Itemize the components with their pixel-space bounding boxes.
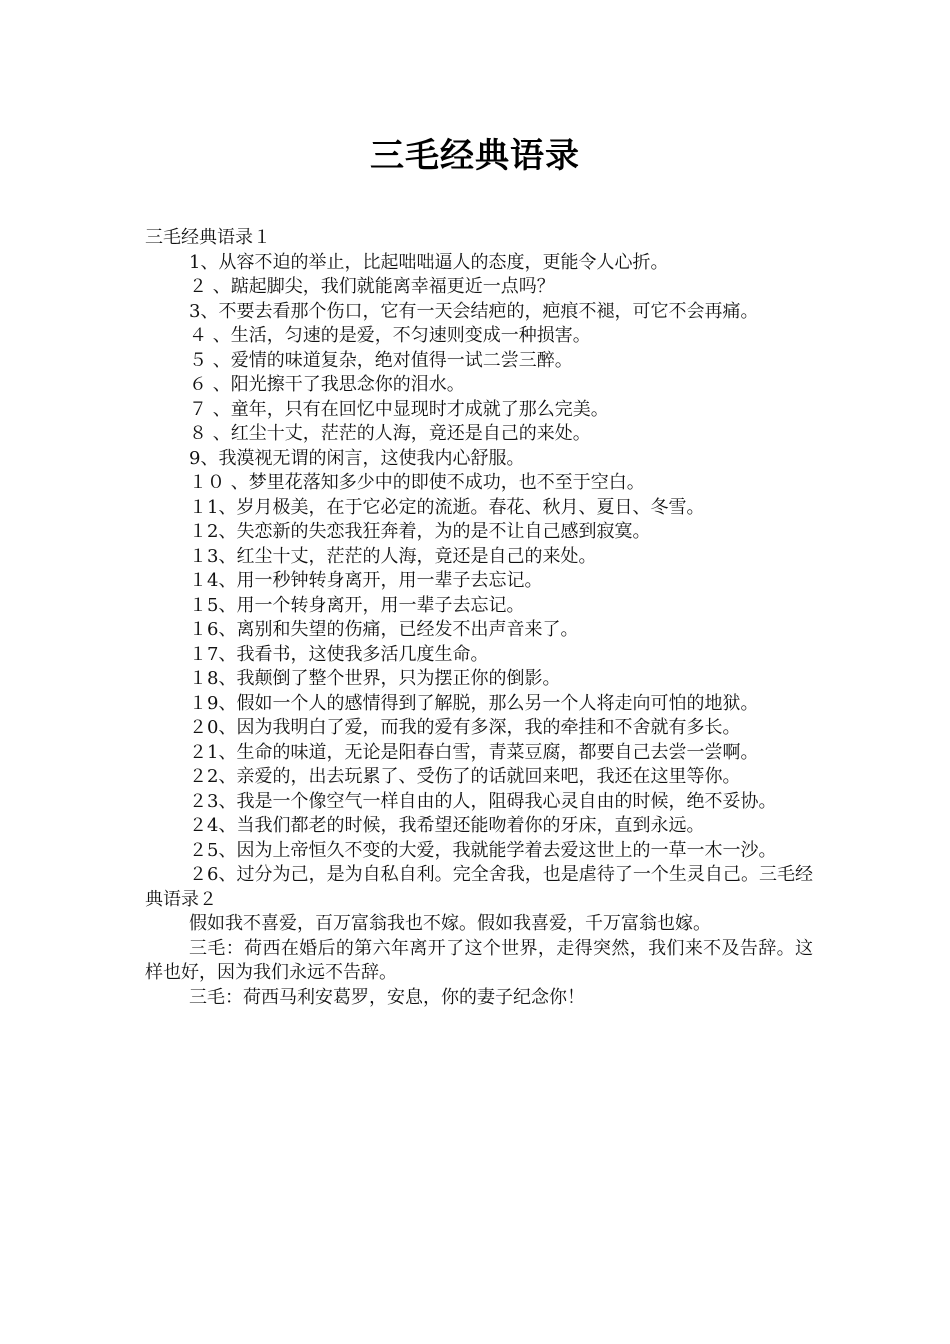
quote-item: 1、从容不迫的举止，比起咄咄逼人的态度，更能令人心折。	[189, 251, 669, 273]
quote-item: 3、不要去看那个伤口，它有一天会结疤的，疤痕不褪，可它不会再痛。	[189, 300, 759, 322]
quote-item: ８ 、红尘十丈，茫茫的人海，竟还是自己的来处。	[189, 423, 591, 444]
section-heading: 三毛经典语录１	[145, 227, 271, 248]
quote-item: １4、用一秒钟转身离开，用一辈子去忘记。	[189, 570, 543, 591]
body-paragraph: 假如我不喜爱，百万富翁我也不嫁。假如我喜爱，千万富翁也嫁。	[189, 913, 711, 934]
document-body	[145, 226, 813, 1010]
quote-item: ４ 、生活，匀速的是爱，不匀速则变成一种损害。	[189, 325, 591, 346]
quote-item: １6、离别和失望的伤痛，已经发不出声音来了。	[189, 619, 579, 640]
body-paragraph: 三毛：荷西在婚后的第六年离开了这个世界，走得突然，我们来不及告辞。这样也好，因为我们永远不告辞。	[145, 937, 813, 983]
quote-item: １7、我看书，这使我多活几度生命。	[189, 643, 489, 665]
quote-item: ２3、我是一个像空气一样自由的人，阻碍我心灵自由的时候，绝不妥协。	[189, 790, 777, 812]
quote-item: １9、假如一个人的感情得到了解脱，那么另一个人将走向可怕的地狱。	[189, 692, 759, 714]
body-paragraph: 三毛：荷西马利安葛罗，安息，你的妻子纪念你！	[189, 986, 585, 1008]
quote-item: ７ 、童年，只有在回忆中显现时才成就了那么完美。	[189, 398, 609, 420]
quote-item: １8、我颠倒了整个世界，只为摆正你的倒影。	[189, 668, 561, 689]
quote-item: ５ 、爱情的味道复杂，绝对值得一试二尝三醉。	[189, 349, 573, 371]
quote-item: 9、我漠视无谓的闲言，这使我内心舒服。	[189, 447, 525, 469]
quote-item: ２5、因为上帝恒久不变的大爱，我就能学着去爱这世上的一草一木一沙。	[189, 839, 777, 861]
quote-item: ２1、生命的味道，无论是阳春白雪，青菜豆腐，都要自己去尝一尝啊。	[189, 741, 759, 763]
quote-item: １5、用一个转身离开，用一辈子去忘记。	[189, 594, 525, 616]
quote-item: １０ 、梦里花落知多少中的即使不成功，也不至于空白。	[189, 472, 645, 493]
quote-item: ２2、亲爱的，出去玩累了、受伤了的话就回来吧，我还在这里等你。	[189, 766, 741, 787]
document-title: 三毛经典语录	[370, 136, 580, 176]
quote-item: ２ 、踮起脚尖，我们就能离幸福更近一点吗？	[189, 276, 555, 297]
quote-item: ２0、因为我明白了爱，而我的爱有多深，我的牵挂和不舍就有多长。	[189, 717, 741, 738]
quote-item: １1、岁月极美，在于它必定的流逝。春花、秋月、夏日、冬雪。	[189, 496, 705, 518]
quote-item: １2、失恋新的失恋我狂奔着，为的是不让自己感到寂寞。	[189, 521, 651, 542]
quote-item: ２6、过分为己，是为自私自利。完全舍我，也是虐待了一个生灵自己。三毛经典语录２	[145, 864, 813, 910]
quote-item: ２4、当我们都老的时候，我希望还能吻着你的牙床，直到永远。	[189, 815, 705, 836]
quote-item: ６ 、阳光擦干了我思念你的泪水。	[189, 374, 465, 395]
quote-item: １3、红尘十丈，茫茫的人海，竟还是自己的来处。	[189, 545, 597, 567]
